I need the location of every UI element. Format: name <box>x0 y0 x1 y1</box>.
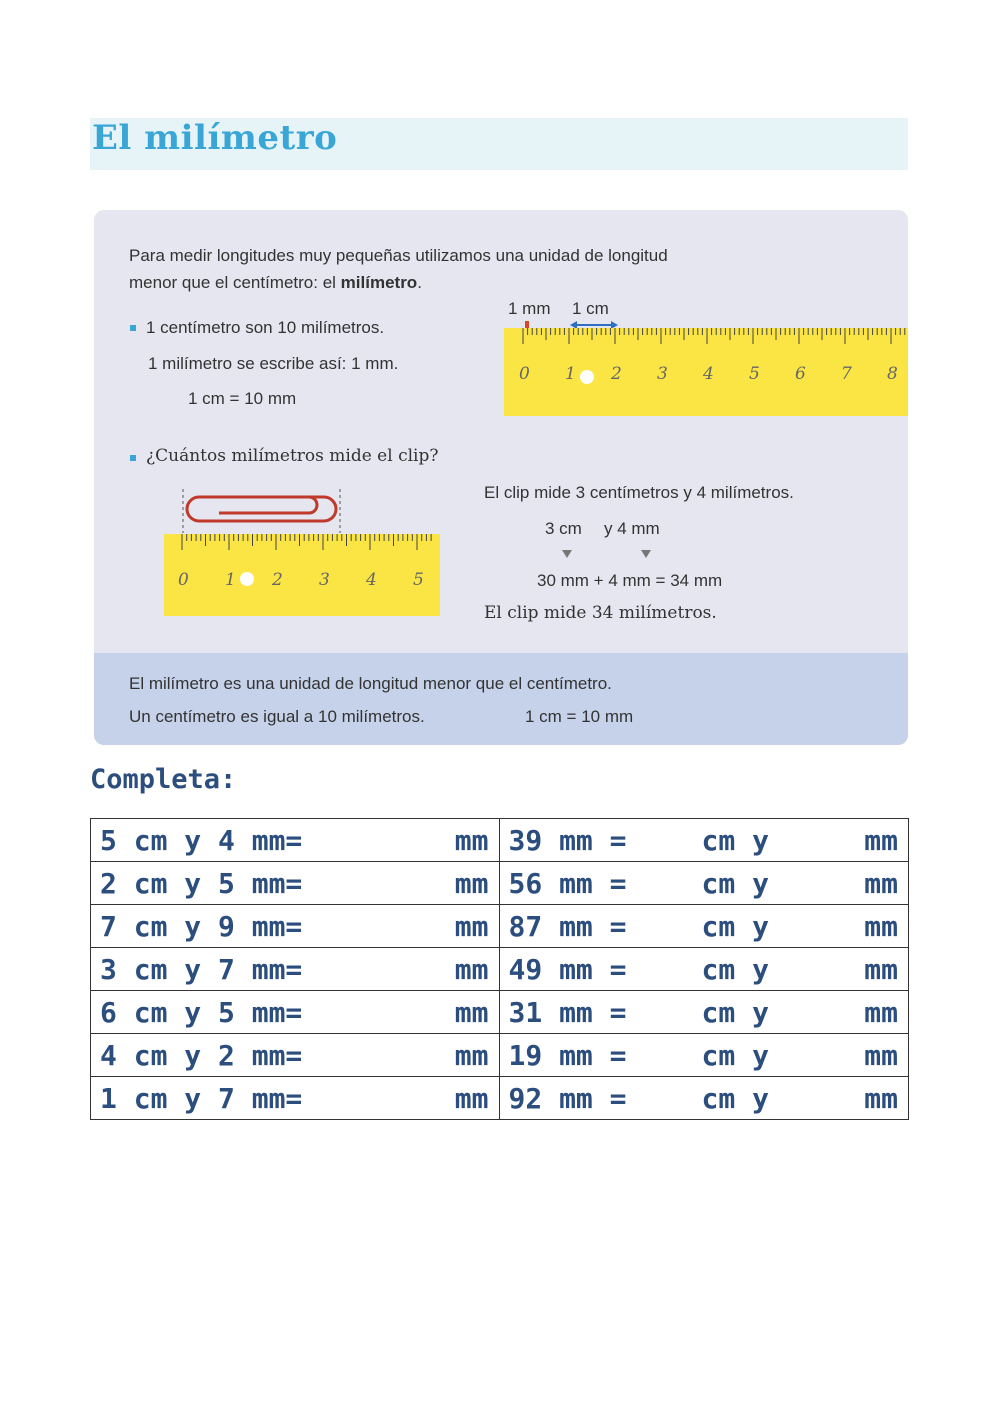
summary-box <box>94 653 908 745</box>
conversion-prompt: 31 mm = <box>508 996 627 1029</box>
unit-cm-y: cm y <box>701 910 769 943</box>
conversion-prompt: 7 cm y 9 mm= <box>100 910 303 943</box>
conversion-prompt: 39 mm = <box>508 824 627 857</box>
conversion-prompt: 5 cm y 4 mm= <box>100 824 303 857</box>
ruler-clip-number: 5 <box>413 570 424 590</box>
unit-mm: mm <box>454 910 489 943</box>
conversion-cell-left[interactable] <box>91 819 500 862</box>
arrow-down-icon <box>562 550 572 558</box>
intro-line-2 <box>129 273 422 293</box>
conversion-cell-left[interactable] <box>91 905 500 948</box>
arrow-down-icon <box>641 550 651 558</box>
ruler-clip-number: 3 <box>319 570 330 590</box>
conversion-prompt: 6 cm y 5 mm= <box>100 996 303 1029</box>
ruler-clip-ticks <box>164 534 440 616</box>
intro-line-2-end: . <box>417 273 422 292</box>
unit-mm: mm <box>454 867 489 900</box>
conversion-prompt: 56 mm = <box>508 867 627 900</box>
clip-answer-2: El clip mide 34 milímetros. <box>484 603 717 623</box>
lesson-panel <box>94 210 908 745</box>
unit-mm: mm <box>454 1082 489 1115</box>
conversion-cell-left[interactable] <box>91 991 500 1034</box>
unit-mm: mm <box>864 996 898 1029</box>
ruler-top-number: 3 <box>657 364 668 384</box>
unit-mm: mm <box>864 953 898 986</box>
unit-cm-y: cm y <box>701 953 769 986</box>
clip-answer-1: El clip mide 3 centímetros y 4 milímetros. <box>484 483 794 502</box>
table-row <box>91 819 909 862</box>
ruler-clip <box>164 534 440 616</box>
conversion-cell-left[interactable] <box>91 1034 500 1077</box>
conversion-prompt: 92 mm = <box>508 1082 627 1115</box>
ruler-top-number: 5 <box>749 364 760 384</box>
unit-mm: mm <box>454 996 489 1029</box>
table-row <box>91 862 909 905</box>
ruler-clip-number: 2 <box>272 570 283 590</box>
conversion-prompt: 19 mm = <box>508 1039 627 1072</box>
unit-mm: mm <box>864 910 898 943</box>
unit-mm: mm <box>864 824 898 857</box>
ruler-top-number: 6 <box>795 364 806 384</box>
summary-equation: 1 cm = 10 mm <box>525 707 634 726</box>
unit-mm: mm <box>454 1039 489 1072</box>
fact-bullet-1: 1 centímetro son 10 milímetros. <box>146 318 385 337</box>
ruler-label-mm: 1 mm <box>508 299 551 318</box>
summary-line-2: Un centímetro es igual a 10 milímetros. <box>129 707 425 726</box>
unit-mm: mm <box>864 1039 898 1072</box>
table-row <box>91 991 909 1034</box>
table-row <box>91 1077 909 1120</box>
ruler-label-cm: 1 cm <box>572 299 609 318</box>
conversion-cell-right[interactable] <box>499 905 909 948</box>
unit-mm: mm <box>864 1082 898 1115</box>
ruler-top-number: 1 <box>565 364 576 384</box>
bullet-icon <box>130 455 136 461</box>
exercise-table <box>90 818 909 1120</box>
ruler-clip-number: 0 <box>178 570 189 590</box>
conversion-prompt: 87 mm = <box>508 910 627 943</box>
clip-mm-part: y 4 mm <box>604 519 660 538</box>
table-row <box>91 1034 909 1077</box>
intro-line-2-text: menor que el centímetro: el <box>129 273 341 292</box>
unit-cm-y: cm y <box>701 1039 769 1072</box>
ruler-top-number: 8 <box>887 364 898 384</box>
clip-sum: 30 mm + 4 mm = 34 mm <box>537 571 723 590</box>
conversion-cell-right[interactable] <box>499 948 909 991</box>
conversion-cell-right[interactable] <box>499 819 909 862</box>
conversion-prompt: 2 cm y 5 mm= <box>100 867 303 900</box>
summary-line-1: El milímetro es una unidad de longitud menor que el centímetro. <box>129 674 612 693</box>
unit-cm-y: cm y <box>701 1082 769 1115</box>
conversion-cell-right[interactable] <box>499 862 909 905</box>
conversion-cell-right[interactable] <box>499 1034 909 1077</box>
ruler-clip-number: 4 <box>366 570 377 590</box>
ruler-clip-number: 1 <box>225 570 236 590</box>
conversion-cell-left[interactable] <box>91 862 500 905</box>
page-title: El milímetro <box>92 118 338 158</box>
ruler-top-number: 7 <box>841 364 852 384</box>
clip-cm-part: 3 cm <box>545 519 582 538</box>
conversion-prompt: 4 cm y 2 mm= <box>100 1039 303 1072</box>
ruler-top-number: 4 <box>703 364 714 384</box>
unit-mm: mm <box>454 824 489 857</box>
paper-clip-icon <box>174 485 344 535</box>
conversion-cell-right[interactable] <box>499 1077 909 1120</box>
fact-equation: 1 cm = 10 mm <box>188 389 297 408</box>
table-row <box>91 905 909 948</box>
ruler-top-number: 2 <box>611 364 622 384</box>
ruler-hole <box>580 370 594 384</box>
conversion-cell-right[interactable] <box>499 991 909 1034</box>
unit-mm: mm <box>454 953 489 986</box>
ruler-hole <box>240 572 254 586</box>
unit-cm-y: cm y <box>701 867 769 900</box>
ruler-top-number: 0 <box>519 364 530 384</box>
bullet-icon <box>130 325 136 331</box>
unit-cm-y: cm y <box>701 824 769 857</box>
ruler-top <box>504 328 908 416</box>
exercise-heading: Completa: <box>90 764 237 795</box>
conversion-prompt: 49 mm = <box>508 953 627 986</box>
conversion-prompt: 1 cm y 7 mm= <box>100 1082 303 1115</box>
conversion-prompt: 3 cm y 7 mm= <box>100 953 303 986</box>
intro-line-1: Para medir longitudes muy pequeñas utilizamos una unidad de longitud <box>129 246 668 265</box>
unit-cm-y: cm y <box>701 996 769 1029</box>
conversion-cell-left[interactable] <box>91 948 500 991</box>
conversion-cell-left[interactable] <box>91 1077 500 1120</box>
intro-keyword: milímetro <box>340 273 418 292</box>
table-row <box>91 948 909 991</box>
unit-mm: mm <box>864 867 898 900</box>
clip-question: ¿Cuántos milímetros mide el clip? <box>146 446 439 466</box>
fact-line-2: 1 milímetro se escribe así: 1 mm. <box>148 354 399 373</box>
